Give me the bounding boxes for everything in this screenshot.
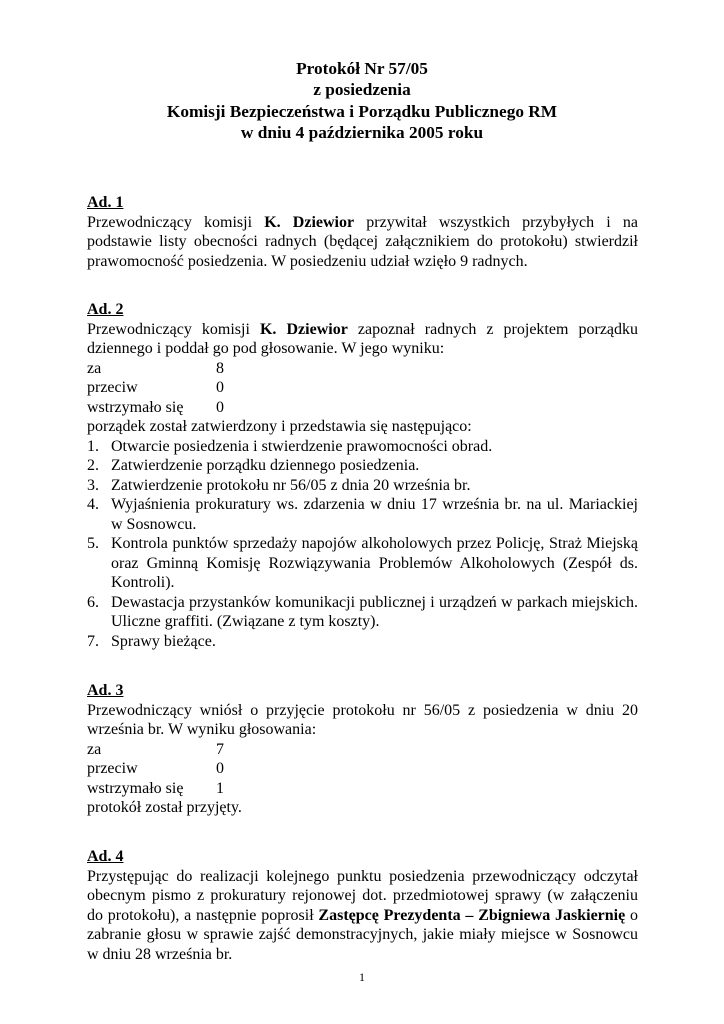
vote-row: przeciw 0 — [87, 379, 224, 396]
vote-result: porządek został zatwierdzony i przedstawia się następująco: — [87, 418, 472, 435]
vote-row: przeciw 0 — [87, 760, 224, 777]
list-item: 4. Wyjaśnienia prokuratury ws. zdarzenia w dniu 17 września br. na ul. Mariackiej w Sosnowcu. — [87, 496, 638, 533]
list-item: 7. Sprawy bieżące. — [87, 632, 216, 650]
section-paragraph: Przystępując do realizacji kolejnego punktu posiedzenia przewodniczący odczytał obecnym pismo z prokuratury rejonowej dot. przedmiotowej sprawy (w załączeniu do protokołu), a następnie poprosił Zastępcę Prezydenta – Zbigniewa Jaskiernię o zabranie głosu w sprawie zajść demonstracyjnych, jakie miały miejsce w Sosnowcu w dniu 28 września br. — [87, 867, 639, 963]
section-paragraph: Przewodniczący wniósł o przyjęcie protokołu nr 56/05 z posiedzenia w dniu 20 września br. W wyniku głosowania: — [87, 701, 638, 738]
list-item: 1. Otwarcie posiedzenia i stwierdzenie prawomocności obrad. — [87, 437, 493, 455]
agenda-list — [87, 437, 638, 652]
chair-name: K. Dziewior — [259, 320, 348, 338]
section-heading: Ad. 1 — [87, 194, 124, 211]
section-heading: Ad. 3 — [87, 682, 124, 699]
section-paragraph: Przewodniczący komisji K. Dziewior zapoznał radnych z projektem porządku dziennego i poddał go pod głosowanie. W jego wyniku: — [87, 320, 639, 357]
title-line-4: w dniu 4 października 2005 roku — [240, 122, 484, 142]
section-ad2 — [87, 300, 638, 651]
section-paragraph: Przewodniczący komisji K. Dziewior przywitał wszystkich przybyłych i na podstawie listy obecności radnych (będącej załącznikiem do protokołu) stwierdził prawomocność posiedzenia. W posiedzeniu udział wzięło 9 radnych. — [87, 213, 639, 270]
section-heading: Ad. 2 — [87, 301, 124, 318]
list-item: 3. Zatwierdzenie protokołu nr 56/05 z dnia 20 września br. — [87, 476, 471, 494]
vote-result: protokół został przyjęty. — [87, 799, 242, 816]
deputy-name: Zastępcę Prezydenta – Zbigniewa Jaskiernię — [318, 906, 626, 924]
section-ad4 — [87, 847, 638, 964]
page-number: 1 — [359, 970, 365, 984]
list-item: 5. Kontrola punktów sprzedaży napojów alkoholowych przez Policję, Straż Miejską oraz Gminną Komisję Rozwiązywania Problemów Alkoholowych (Zespół ds. Kontroli). — [87, 535, 638, 591]
section-heading: Ad. 4 — [87, 848, 124, 865]
vote-row: wstrzymało się 0 — [87, 398, 224, 416]
title-line-1: Protokół Nr 57/05 — [296, 59, 428, 78]
section-ad3 — [87, 681, 638, 818]
title-line-3: Komisji Bezpieczeństwa i Porządku Publicznego RM — [166, 101, 558, 121]
protocol-title — [0, 58, 724, 143]
vote-row: za 8 — [87, 359, 224, 377]
vote-row: wstrzymało się 1 — [87, 779, 224, 797]
title-line-2: z posiedzenia — [313, 80, 411, 100]
chair-name: K. Dziewior — [264, 213, 355, 231]
vote-row: za 7 — [87, 740, 224, 758]
list-item: 2. Zatwierdzenie porządku dziennego posiedzenia. — [87, 457, 420, 474]
list-item: 6. Dewastacja przystanków komunikacji publicznej i urządzeń w parkach miejskich. Uliczne graffiti. (Związane z tym koszty). — [87, 593, 638, 630]
section-ad1 — [87, 193, 638, 271]
